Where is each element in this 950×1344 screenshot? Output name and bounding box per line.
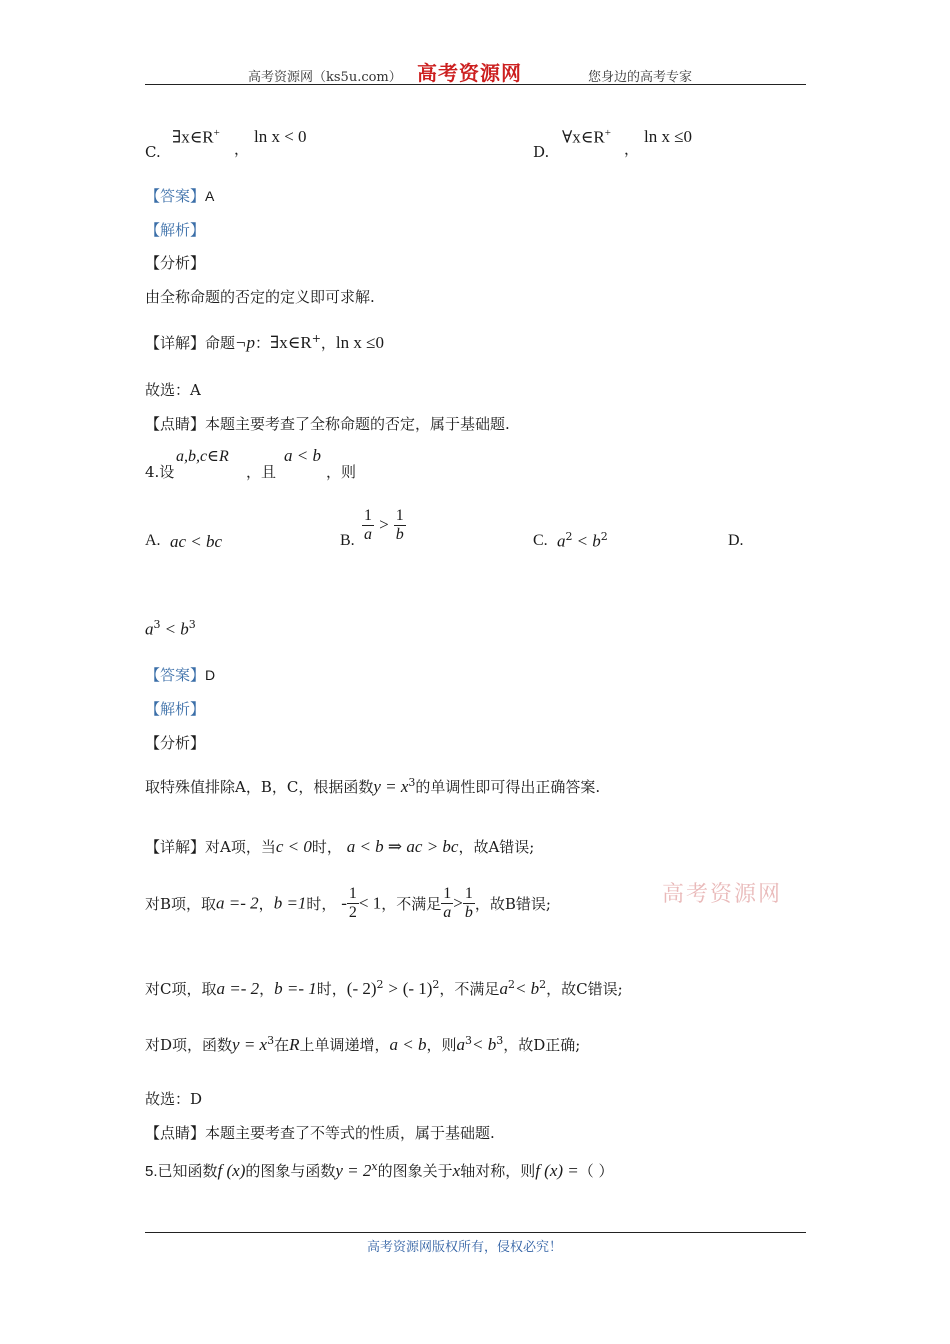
q4-stem-prefix: 4.设 <box>145 463 175 481</box>
q4-stem-set: a,b,c∈R <box>176 448 229 465</box>
q3-option-c-expr: ln x < 0 <box>254 127 307 146</box>
q4-stem-mid: ，且 <box>246 463 277 481</box>
footer-rule <box>145 1232 806 1233</box>
q4-fenxi-text: 取特殊值排除A，B，C，根据函数$y = x^3$的单调性即可得出正确答案. <box>145 776 601 796</box>
q3-option-c-label: C. <box>145 143 161 161</box>
q4-option-a-label: A. <box>145 532 161 549</box>
q3-option-d-quantifier: ∀x∈R+ <box>562 127 611 147</box>
footer-copyright: 高考资源网版权所有，侵权必究！ <box>367 1240 563 1255</box>
watermark: 高考资源网 <box>662 882 783 907</box>
header-site-name: 高考资源网（ks5u.com） <box>248 70 402 85</box>
q4-detail-b: 对B项，取a =- 2，b =1时， - $\frac{1}{2}$ < 1，不满足 $\frac{1}{a}$ > $\frac{1}{b}$ ，故B错误; <box>145 885 551 921</box>
q4-comment: 【点睛】本题主要考查了不等式的性质，属于基础题. <box>145 1124 495 1142</box>
q4-option-b-expr: $\frac{1}{a}$ > $\frac{1}{b}$ <box>364 507 404 543</box>
q4-option-c-expr: $a^2 < b^2$ <box>557 530 608 551</box>
q4-analysis-tag: 【解析】 <box>145 700 206 718</box>
q3-fenxi-tag: 【分析】 <box>145 254 206 272</box>
q3-choose: 故选：A <box>145 381 201 399</box>
q4-detail-d: 对D项，函数$y = x^3$在R上单调递增，a < b，则$a^3< b^3$，故D正确; <box>145 1034 581 1054</box>
q4-stem-cond: a < b <box>284 446 321 465</box>
q3-comment: 【点睛】本题主要考查了全称命题的否定，属于基础题. <box>145 415 510 433</box>
q3-option-d-label: D. <box>533 143 550 161</box>
q5-stem: 5.已知函数f (x)的图象与函数$y = 2^x$的图象关于x轴对称，则f (x) =（ ） <box>145 1160 614 1180</box>
q3-fenxi-text: 由全称命题的否定的定义即可求解. <box>145 288 375 306</box>
q3-detail: 【详解】命题¬p：∃x∈R+，ln x ≤0 <box>145 332 384 352</box>
q4-option-d-expr: $a^3 < b^3$ <box>145 618 196 639</box>
q3-answer: 【答案】A <box>145 187 215 205</box>
header-logo: 高考资源网 <box>417 61 522 85</box>
q4-fenxi-tag: 【分析】 <box>145 734 206 752</box>
q4-answer: 【答案】D <box>145 666 216 684</box>
q4-option-c-label: C. <box>533 532 548 549</box>
q4-detail-a: 【详解】对A项，当c < 0时， a < b ⇒ ac > bc，故A错误; <box>145 837 535 856</box>
q3-option-c-quantifier: ∃x∈R+ <box>172 127 220 147</box>
q4-choose: 故选：D <box>145 1090 203 1108</box>
q4-stem-end: ，则 <box>326 463 357 481</box>
q4-option-a-expr: ac < bc <box>170 532 223 551</box>
q3-option-d-sep: ， <box>624 140 640 158</box>
header-rule <box>145 84 806 85</box>
q4-option-b-label: B. <box>340 532 355 549</box>
q3-option-d-expr: ln x ≤0 <box>644 127 693 146</box>
header-slogan: 您身边的高考专家 <box>588 70 693 85</box>
q3-analysis-tag: 【解析】 <box>145 221 206 239</box>
q4-detail-c: 对C项，取a =- 2，b =- 1时，(- 2)$^2$ > (- 1)$^2$，不满足$a^2< b^2$，故C错误; <box>145 978 623 998</box>
q3-option-c-sep: ， <box>234 140 250 158</box>
q4-option-d-label: D. <box>728 532 744 549</box>
